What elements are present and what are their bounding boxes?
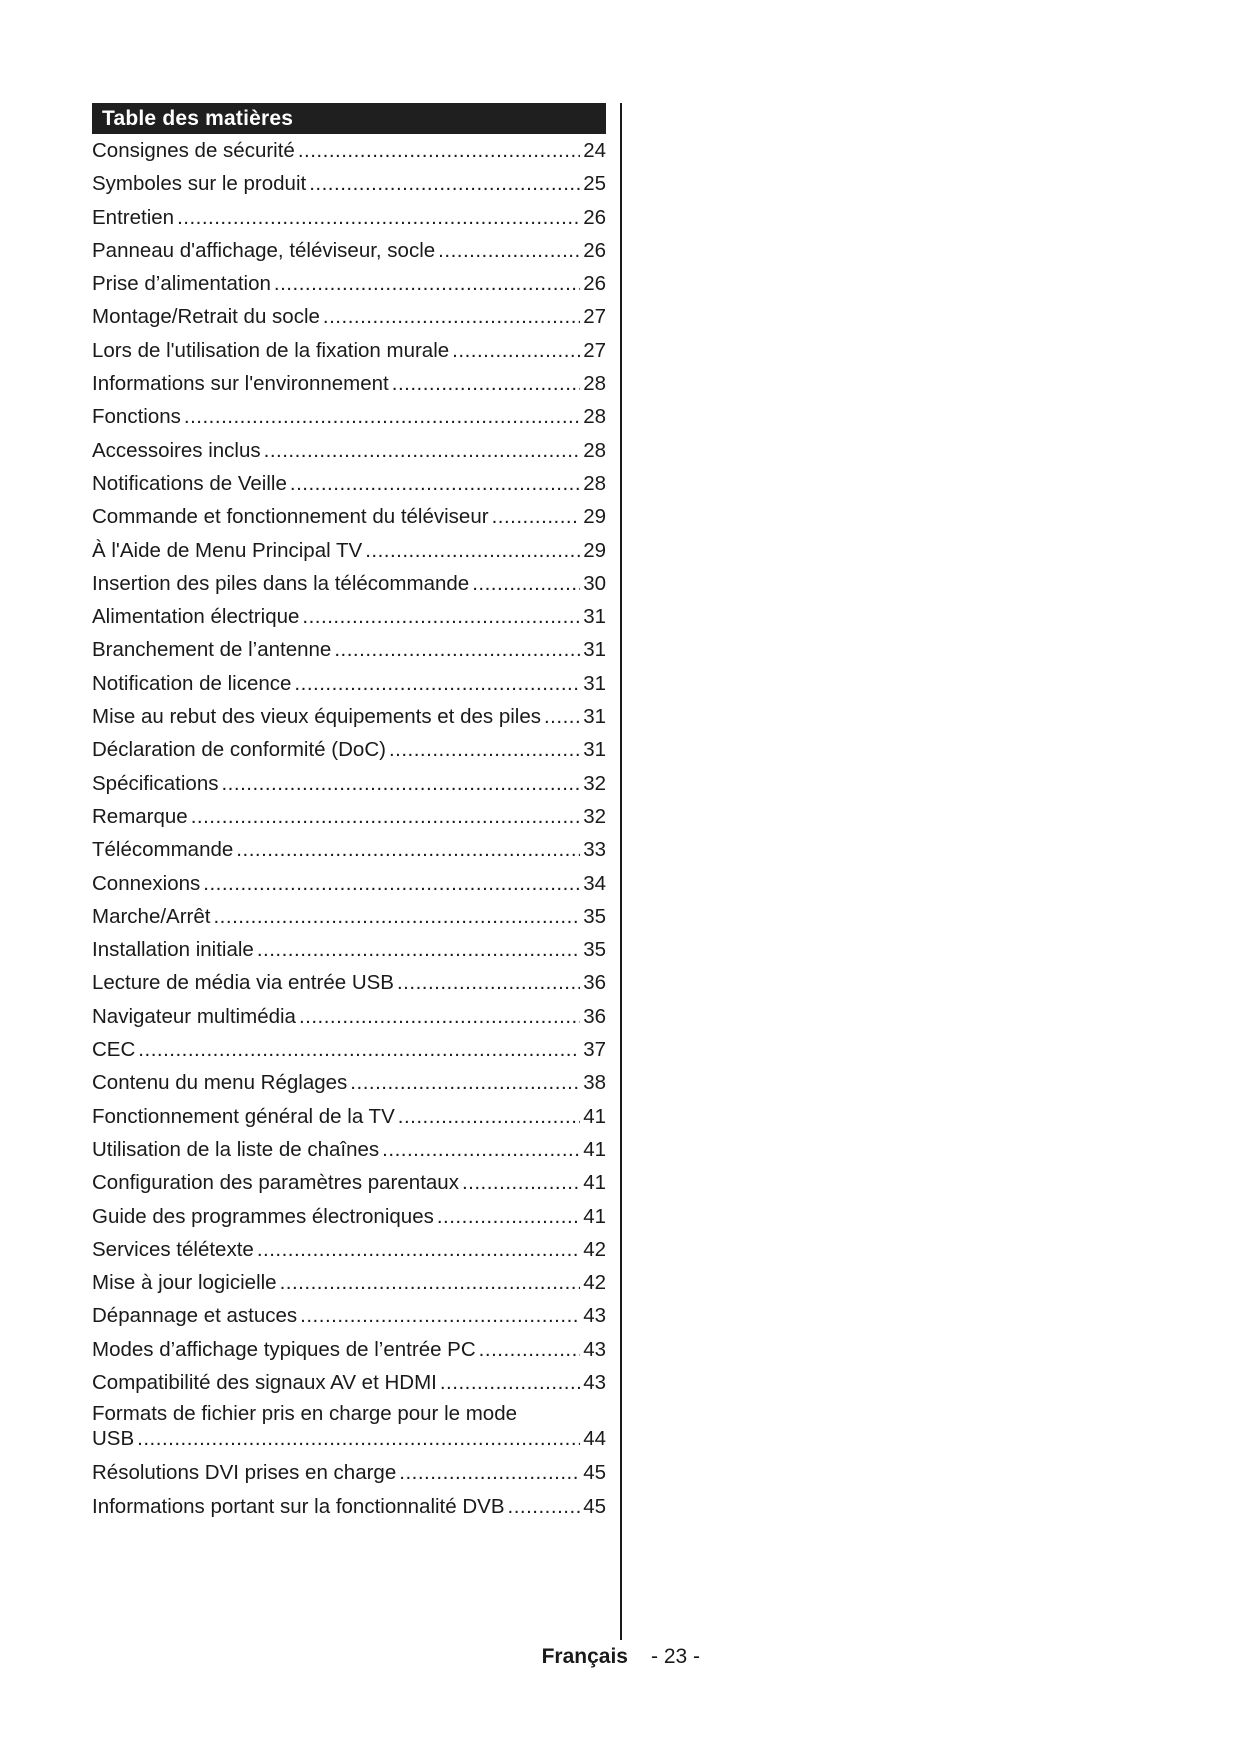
toc-leader-dots — [191, 800, 580, 833]
toc-entry[interactable] — [92, 1299, 606, 1332]
toc-leader-dots — [492, 500, 581, 533]
toc-leader-dots — [280, 1266, 581, 1299]
toc-entry-page: 42 — [583, 1271, 606, 1295]
toc-leader-dots — [462, 1166, 580, 1199]
toc-entry-page: 28 — [583, 372, 606, 396]
table-of-contents — [92, 103, 606, 1523]
column-divider — [620, 103, 622, 1640]
toc-entry-page: 38 — [583, 1071, 606, 1095]
toc-entry-page: 31 — [583, 738, 606, 762]
toc-leader-dots — [472, 567, 580, 600]
toc-entry-label-continued — [92, 1426, 606, 1456]
toc-list — [92, 134, 606, 1523]
toc-entry[interactable] — [92, 567, 606, 600]
toc-entry[interactable] — [92, 1233, 606, 1266]
toc-entry-page: 32 — [583, 771, 606, 795]
toc-entry-page: 34 — [583, 871, 606, 895]
toc-entry[interactable] — [92, 600, 606, 633]
toc-entry[interactable] — [92, 933, 606, 966]
toc-leader-dots — [184, 400, 580, 433]
footer-page-number: - 23 - — [651, 1645, 701, 1668]
toc-entry[interactable] — [92, 334, 606, 367]
toc-leader-dots — [299, 1000, 580, 1033]
toc-entry[interactable] — [92, 867, 606, 900]
toc-entry[interactable] — [92, 467, 606, 500]
toc-entry-page: 42 — [583, 1237, 606, 1261]
toc-entry[interactable] — [92, 400, 606, 433]
toc-entry-label: Mise à jour logicielle — [92, 1271, 277, 1295]
toc-entry-label: Commande et fonctionnement du téléviseur — [92, 505, 489, 529]
toc-entry[interactable] — [92, 1200, 606, 1233]
page-footer — [0, 1645, 1241, 1675]
toc-entry[interactable] — [92, 1366, 606, 1399]
toc-entry-page: 41 — [583, 1171, 606, 1195]
toc-entry-page: 41 — [583, 1204, 606, 1228]
toc-leader-dots — [274, 267, 580, 300]
toc-leader-dots — [309, 167, 580, 200]
toc-leader-dots — [399, 1456, 580, 1489]
toc-entry-label: Prise d’alimentation — [92, 272, 271, 296]
toc-leader-dots — [397, 966, 580, 999]
toc-entry[interactable] — [92, 134, 606, 167]
toc-entry[interactable] — [92, 733, 606, 766]
toc-entry[interactable] — [92, 767, 606, 800]
toc-entry[interactable] — [92, 1333, 606, 1366]
toc-entry-page: 28 — [583, 471, 606, 495]
toc-entry[interactable] — [92, 267, 606, 300]
toc-entry[interactable] — [92, 300, 606, 333]
toc-entry-page: 35 — [583, 904, 606, 928]
toc-leader-dots — [544, 700, 580, 733]
toc-title: Table des matières — [92, 103, 606, 134]
toc-leader-dots — [392, 367, 580, 400]
toc-entry[interactable] — [92, 500, 606, 533]
toc-entry[interactable] — [92, 800, 606, 833]
toc-entry[interactable] — [92, 700, 606, 733]
toc-entry-page: 43 — [583, 1337, 606, 1361]
toc-entry-page: 36 — [583, 1004, 606, 1028]
toc-entry-label: Dépannage et astuces — [92, 1304, 298, 1328]
toc-entry[interactable] — [92, 633, 606, 666]
toc-entry-page: 33 — [583, 838, 606, 862]
toc-entry-label: Installation initiale — [92, 938, 254, 962]
toc-entry-label: Notification de licence — [92, 671, 292, 695]
toc-entry[interactable] — [92, 1490, 606, 1523]
toc-entry-page: 45 — [583, 1461, 606, 1485]
toc-entry[interactable] — [92, 1133, 606, 1166]
toc-entry[interactable] — [92, 667, 606, 700]
toc-entry-label: Résolutions DVI prises en charge — [92, 1461, 397, 1485]
toc-entry-label: Fonctions — [92, 405, 181, 429]
toc-leader-dots — [389, 733, 580, 766]
toc-entry-page: 28 — [583, 438, 606, 462]
toc-entry-page: 27 — [583, 305, 606, 329]
toc-entry-page: 29 — [583, 505, 606, 529]
toc-leader-dots — [440, 1366, 580, 1399]
toc-entry[interactable] — [92, 1456, 606, 1489]
toc-entry-page: 45 — [583, 1494, 606, 1518]
toc-entry-label: Navigateur multimédia — [92, 1004, 296, 1028]
toc-leader-dots — [264, 434, 581, 467]
toc-leader-dots — [479, 1333, 581, 1366]
toc-leader-dots — [257, 1233, 580, 1266]
toc-entry-label: Télécommande — [92, 838, 234, 862]
toc-entry[interactable] — [92, 1100, 606, 1133]
toc-entry[interactable] — [92, 1066, 606, 1099]
toc-entry-page: 31 — [583, 671, 606, 695]
toc-entry-label: Entretien — [92, 205, 175, 229]
toc-entry-page: 32 — [583, 804, 606, 828]
toc-leader-dots — [350, 1066, 580, 1099]
toc-entry-page: 41 — [583, 1137, 606, 1161]
toc-entry-label: Marche/Arrêt — [92, 904, 211, 928]
toc-entry-label: Branchement de l’antenne — [92, 638, 332, 662]
toc-entry-label: Montage/Retrait du socle — [92, 305, 320, 329]
toc-entry-label: Configuration des paramètres parentaux — [92, 1171, 459, 1195]
toc-entry-page: 44 — [583, 1427, 606, 1451]
toc-entry-page: 25 — [583, 172, 606, 196]
toc-leader-dots — [236, 833, 580, 866]
toc-entry-label: Panneau d'affichage, téléviseur, socle — [92, 238, 436, 262]
toc-leader-dots — [298, 134, 580, 167]
toc-entry-label: Compatibilité des signaux AV et HDMI — [92, 1370, 437, 1394]
toc-entry[interactable] — [92, 1166, 606, 1199]
toc-entry-page: 43 — [583, 1370, 606, 1394]
toc-entry-label: Accessoires inclus — [92, 438, 261, 462]
toc-entry[interactable] — [92, 966, 606, 999]
toc-entry-page: 41 — [583, 1104, 606, 1128]
toc-entry-page: 31 — [583, 705, 606, 729]
toc-leader-dots — [290, 467, 580, 500]
toc-leader-dots — [323, 300, 580, 333]
toc-leader-dots — [365, 534, 580, 567]
toc-entry[interactable] — [92, 1000, 606, 1033]
toc-entry-page: 31 — [583, 638, 606, 662]
toc-entry-page: 43 — [583, 1304, 606, 1328]
toc-leader-dots — [203, 867, 580, 900]
toc-entry[interactable] — [92, 1399, 606, 1456]
toc-leader-dots — [302, 600, 580, 633]
toc-entry-label: Notifications de Veille — [92, 471, 287, 495]
toc-entry-page: 26 — [583, 272, 606, 296]
toc-leader-dots — [257, 933, 580, 966]
toc-entry-label: Alimentation électrique — [92, 605, 300, 629]
toc-leader-dots — [177, 201, 580, 234]
toc-entry-page: 36 — [583, 971, 606, 995]
toc-entry[interactable] — [92, 1033, 606, 1066]
toc-entry-label: Services télétexte — [92, 1237, 254, 1261]
toc-entry[interactable] — [92, 534, 606, 567]
toc-entry-label: Fonctionnement général de la TV — [92, 1104, 395, 1128]
toc-entry-label: Connexions — [92, 871, 201, 895]
toc-entry-label: Insertion des piles dans la télécommande — [92, 571, 470, 595]
toc-leader-dots — [382, 1133, 580, 1166]
toc-entry-label: Lecture de média via entrée USB — [92, 971, 394, 995]
toc-leader-dots — [138, 1033, 580, 1066]
toc-entry-label: Lors de l'utilisation de la fixation murale — [92, 338, 450, 362]
toc-leader-dots — [452, 334, 580, 367]
toc-entry[interactable] — [92, 900, 606, 933]
toc-entry[interactable] — [92, 434, 606, 467]
toc-entry-page: 37 — [583, 1038, 606, 1062]
toc-entry[interactable] — [92, 367, 606, 400]
toc-leader-dots — [221, 767, 580, 800]
toc-entry[interactable] — [92, 833, 606, 866]
toc-leader-dots — [508, 1490, 581, 1523]
toc-entry-label: Utilisation de la liste de chaînes — [92, 1137, 380, 1161]
toc-leader-dots — [137, 1426, 580, 1452]
toc-entry-page: 31 — [583, 605, 606, 629]
toc-entry-label: Spécifications — [92, 771, 219, 795]
toc-entry-label: Symboles sur le produit — [92, 172, 307, 196]
toc-leader-dots — [438, 234, 580, 267]
toc-entry-label: Contenu du menu Réglages — [92, 1071, 348, 1095]
toc-entry-label: Informations portant sur la fonctionnalité DVB — [92, 1494, 505, 1518]
toc-entry[interactable] — [92, 167, 606, 200]
toc-entry[interactable] — [92, 1266, 606, 1299]
toc-entry-label: Déclaration de conformité (DoC) — [92, 738, 386, 762]
toc-leader-dots — [334, 633, 580, 666]
footer-language: Français — [541, 1645, 628, 1668]
toc-entry-page: 30 — [583, 571, 606, 595]
toc-entry-label: Informations sur l'environnement — [92, 372, 389, 396]
toc-leader-dots — [398, 1100, 580, 1133]
toc-entry-page: 27 — [583, 338, 606, 362]
toc-leader-dots — [213, 900, 580, 933]
toc-entry-page: 24 — [583, 139, 606, 162]
toc-entry-page: 29 — [583, 538, 606, 562]
toc-entry[interactable] — [92, 201, 606, 234]
toc-entry-label: Formats de fichier pris en charge pour le mode — [92, 1402, 518, 1426]
toc-entry-label: Guide des programmes électroniques — [92, 1204, 434, 1228]
toc-entry[interactable] — [92, 234, 606, 267]
toc-leader-dots — [294, 667, 580, 700]
toc-leader-dots — [300, 1299, 580, 1332]
toc-leader-dots — [437, 1200, 580, 1233]
toc-entry-label: Remarque — [92, 804, 188, 828]
toc-entry-label: Mise au rebut des vieux équipements et des piles — [92, 705, 541, 729]
toc-entry-label: Consignes de sécurité — [92, 139, 295, 162]
toc-entry-page: 26 — [583, 205, 606, 229]
toc-entry-label: USB — [92, 1427, 135, 1451]
toc-entry-label: Modes d’affichage typiques de l’entrée PC — [92, 1337, 476, 1361]
toc-entry-page: 35 — [583, 938, 606, 962]
toc-entry-page: 26 — [583, 238, 606, 262]
toc-entry-page: 28 — [583, 405, 606, 429]
toc-entry-label: CEC — [92, 1038, 136, 1062]
toc-entry-label: À l'Aide de Menu Principal TV — [92, 538, 363, 562]
